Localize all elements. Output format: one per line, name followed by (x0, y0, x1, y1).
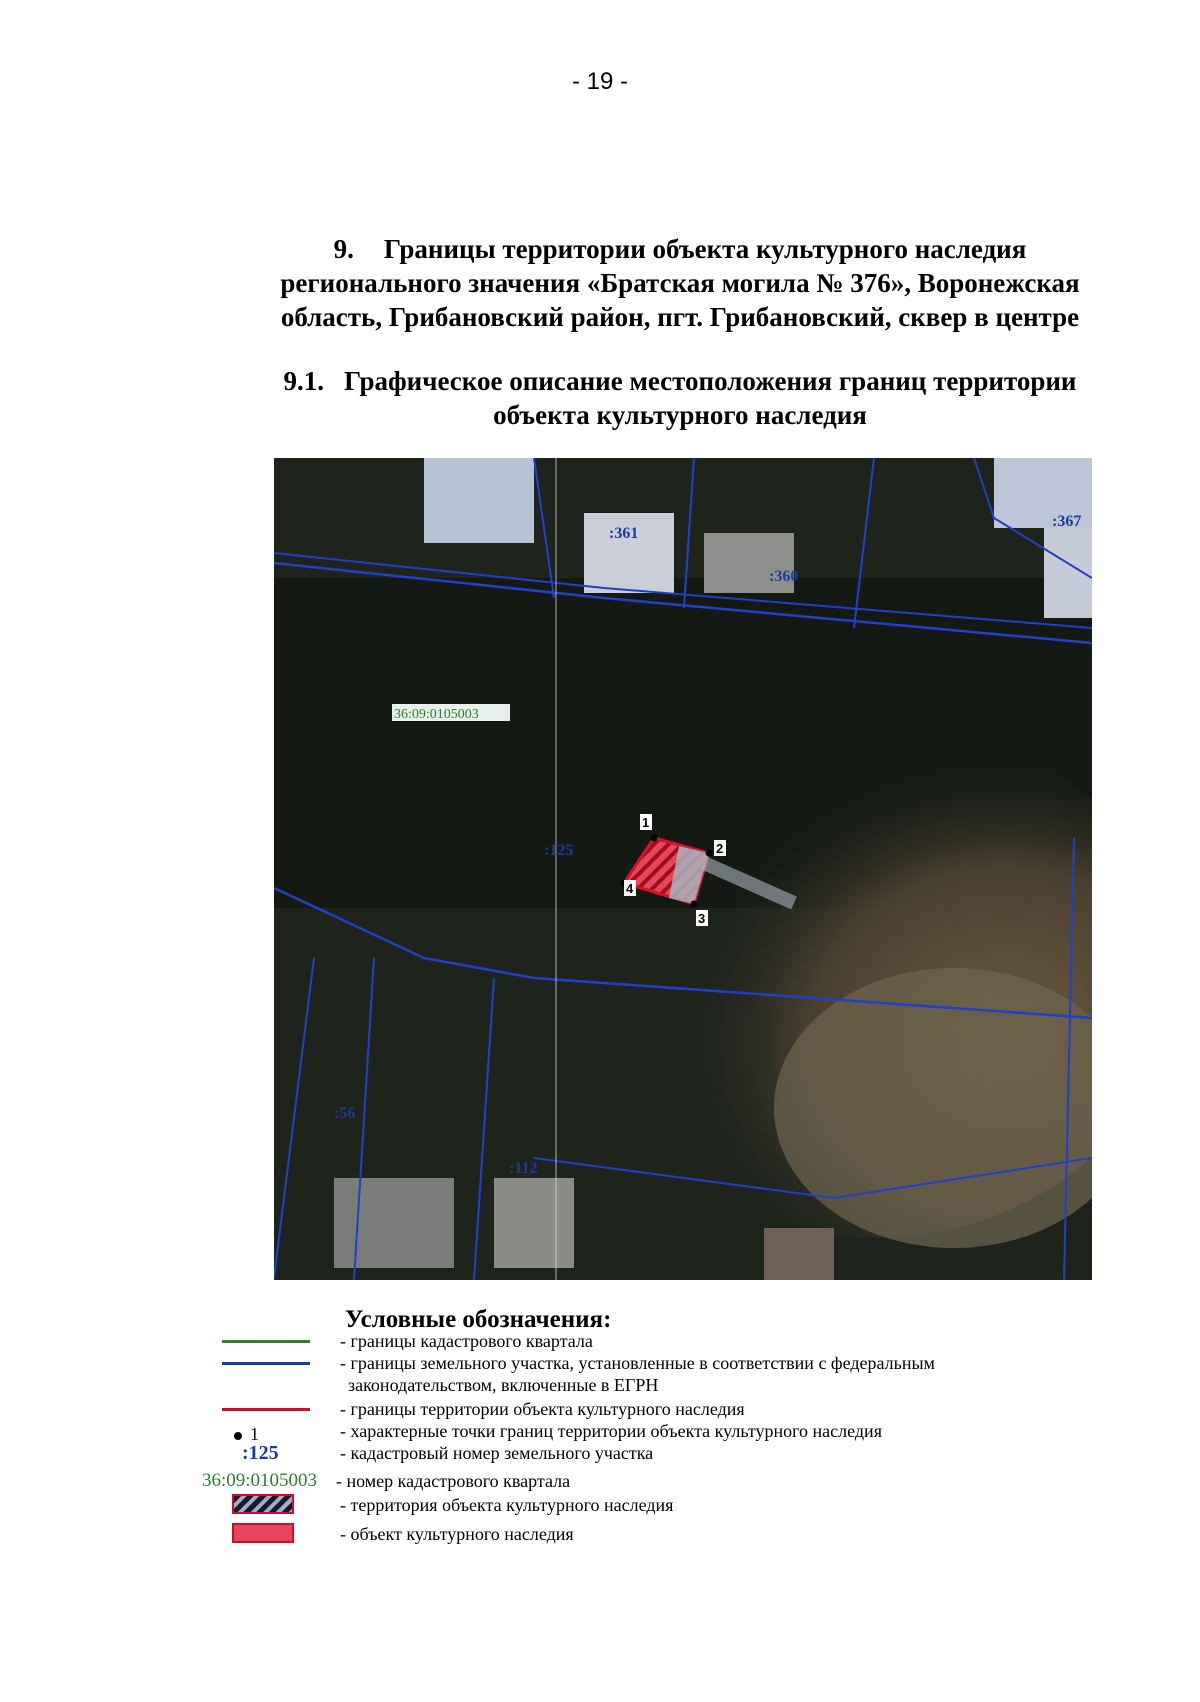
aerial-map (274, 458, 1092, 1280)
subsection-title-line-2: объекта культурного наследия (493, 400, 867, 430)
building-roof (494, 1178, 574, 1268)
red-line-symbol (222, 1408, 310, 1411)
legend-item-quarter-boundary (180, 1330, 1140, 1354)
parcel-label: :112 (509, 1160, 538, 1177)
quarter-number-symbol: 36:09:0105003 (202, 1470, 318, 1491)
legend-text: - территория объекта культурного наследия (340, 1495, 674, 1515)
legend-text: - границы земельного участка, установленные в соответствии с федеральным (340, 1353, 935, 1373)
parcel-label: :360 (769, 568, 799, 585)
point-symbol-label: 1 (250, 1424, 259, 1444)
pink-box-symbol (232, 1523, 294, 1543)
section-title (200, 232, 1160, 334)
boundary-point (706, 850, 713, 857)
blue-line-symbol (222, 1362, 310, 1365)
parcel-label: :367 (1052, 513, 1082, 530)
section-title-line-2: регионального значения «Братская могила № 376», Воронежская (280, 268, 1080, 298)
dot-icon (234, 1432, 242, 1440)
subsection-number: 9.1. (283, 366, 324, 396)
point-label: 2 (716, 841, 724, 856)
page-number: - 19 - (571, 68, 628, 95)
legend-item-quarter-number (180, 1470, 1140, 1494)
legend-text: - характерные точки границ территории объекта культурного наследия (340, 1421, 882, 1441)
section-number: 9. (333, 234, 354, 264)
legend-item-heritage-territory (180, 1494, 1140, 1518)
building-roof (764, 1228, 834, 1280)
building-roof (334, 1178, 454, 1268)
legend-item-heritage-boundary (180, 1398, 1140, 1422)
legend-item-parcel-number (180, 1442, 1140, 1466)
section-title-line-3: область, Грибановский район, пгт. Грибановский, сквер в центре (280, 302, 1080, 332)
subsection-title-line-1: Графическое описание местоположения границ территории (344, 366, 1077, 396)
legend-text: - кадастровый номер земельного участка (340, 1443, 654, 1463)
legend-text-continued: законодательством, включенные в ЕГРН (348, 1375, 659, 1395)
legend-item-heritage-object (180, 1523, 1140, 1547)
green-line-symbol (222, 1340, 310, 1343)
parcel-label: :56 (334, 1105, 356, 1122)
parcel-label: :125 (544, 842, 574, 859)
point-label: 3 (698, 911, 706, 926)
legend-title: Условные обозначения: (345, 1306, 612, 1333)
parcel-number-symbol: :125 (242, 1442, 279, 1464)
legend-item-parcel-boundary (180, 1352, 1140, 1395)
boundary-point (651, 835, 658, 842)
hatched-box-symbol (232, 1494, 294, 1514)
section-title-line-1: Границы территории объекта культурного наследия (383, 234, 1027, 264)
point-label: 4 (626, 881, 634, 896)
legend-text: - границы кадастрового квартала (340, 1331, 593, 1351)
quarter-label: 36:09:0105003 (394, 707, 479, 722)
point-label: 1 (642, 815, 650, 830)
building-roof (424, 458, 534, 543)
legend-text: - объект культурного наследия (340, 1524, 574, 1544)
legend-text: - номер кадастрового квартала (336, 1471, 571, 1491)
boundary-point (691, 901, 698, 908)
parcel-label: :361 (609, 525, 639, 542)
subsection-title (200, 364, 1160, 432)
legend-text: - границы территории объекта культурного наследия (340, 1399, 745, 1419)
legend-item-boundary-points (180, 1420, 1140, 1444)
